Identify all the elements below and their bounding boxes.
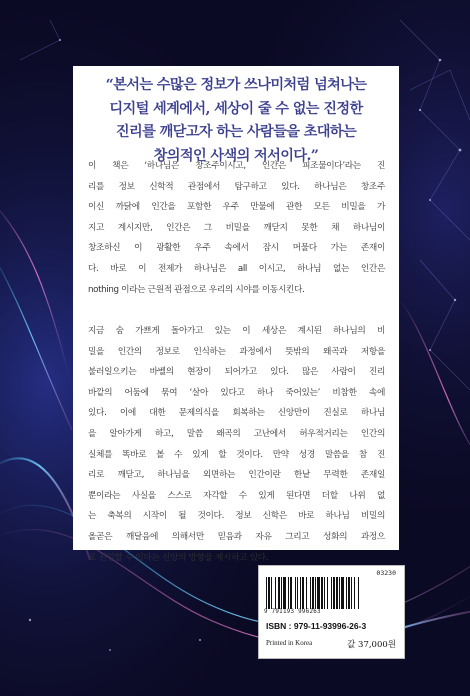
barcode-bar (324, 577, 325, 609)
barcode-bar (275, 577, 276, 609)
printed-in: Printed in Korea (266, 639, 313, 647)
barcode-bar (348, 577, 350, 609)
barcode-bar (278, 577, 280, 609)
barcode-bar (331, 577, 332, 609)
barcode-bar (297, 577, 298, 609)
barcode-bar (358, 577, 359, 609)
paragraph-line: 지고 계시지만, 인간은 그 비밀을 깨닫지 못한 채 하나님이 (88, 222, 385, 233)
barcode-bar (283, 577, 286, 609)
paragraph-line: 바깥의 어둠에 묶여 ‘살아 있다고 하나 죽어있는’ 비참한 속에 (88, 387, 385, 398)
barcode-bar (333, 577, 335, 609)
barcode-bar (290, 577, 292, 609)
paragraph-line: 는 축복의 시작이 될 것이다. 정보 신학은 바로 하나님 비밀의 (88, 511, 385, 522)
paragraph-line: 리를 정보 신학적 관점에서 탐구하고 있다. 하나님은 창조주 (88, 181, 385, 192)
paragraph-line: 로 진입할 수 있다는 신앙의 방향을 제시하고 있다. (88, 552, 269, 563)
barcode-bar (281, 577, 282, 609)
paragraph-line: 다. 바로 이 전제가 하나님은 all 이시고, 하나님 없는 인간은 (88, 263, 385, 274)
barcode-bar (354, 577, 355, 609)
barcode-bar (266, 577, 267, 609)
barcode-bar (306, 577, 307, 609)
barcode-bar (336, 577, 338, 609)
pull-quote-line: 디지털 세계에서, 세상이 줄 수 없는 진정한 (109, 100, 363, 117)
paragraph-line: 불러일으키는 바벨의 현장이 되어가고 있다. 많은 사람이 진리 (88, 367, 385, 378)
barcode-bar (300, 577, 301, 609)
barcode-bar (321, 577, 323, 609)
barcode-bar (312, 577, 314, 609)
paragraph-line: nothing 이라는 근원적 관점으로 우리의 시야를 이동시킨다. (88, 284, 305, 295)
paragraph-line: 창조하신 이 광활한 우주 속에서 잠시 머물다 가는 존재이 (88, 243, 385, 254)
paragraph-line: 올곧은 깨달음에 의해서만 믿음과 자유 그리고 성화의 과정으 (88, 531, 385, 542)
barcode-bar (288, 577, 289, 609)
barcode-bar (295, 577, 296, 609)
barcode-bar (346, 577, 347, 609)
paragraph-line: 뿐이라는 사실을 스스로 자각할 수 있게 된다면 더할 나위 없 (88, 490, 385, 501)
paragraph-line: 실체를 똑바로 볼 수 있게 할 것이다. 만약 성경 말씀을 참 진 (88, 449, 385, 460)
paragraph-line: 이신 까닭에 인간을 포함한 우주 만물에 관한 모든 비밀을 가 (88, 202, 385, 213)
paragraph-line: 있다. 이에 대한 문제의식을 회복하는 신앙만이 진실로 하나님 (88, 408, 385, 419)
main-paragraph (88, 321, 385, 568)
barcode-bars (266, 577, 398, 609)
barcode-bar (271, 577, 272, 609)
barcode-bar (310, 577, 311, 609)
barcode-digits: 9 791193 996263 (264, 609, 321, 615)
pull-quote-line: 진리를 깨닫고자 하는 사람들을 초대하는 (115, 124, 357, 140)
barcode-bar (351, 577, 352, 609)
paragraph-line: 을 알아가게 하고, 말씀 왜곡의 고난에서 허우적거리는 인간의 (88, 428, 385, 439)
barcode-bar (302, 577, 304, 609)
price-label: 값 37,000원 (347, 640, 396, 650)
paragraph-line: 지금 숨 가쁘게 돌아가고 있는 이 세상은 계시된 하나님의 비 (88, 326, 385, 336)
pull-quote (86, 74, 386, 168)
barcode-bar (268, 577, 270, 609)
isbn-number: ISBN : 979-11-93996-26-3 (266, 621, 367, 631)
paragraph-line: 리로 깨닫고, 하나님을 외면하는 인간이란 한낱 무력한 존재일 (88, 470, 385, 481)
paragraph-line: 밀을 인간의 정보로 인식하는 과정에서 뜻밖의 왜곡과 저항을 (88, 346, 385, 357)
barcode-addon: 03230 (376, 569, 396, 577)
pull-quote-line: 창의적인 사색의 저서이다.” (153, 147, 319, 164)
paragraph-line: 이 책은 ‘하나님은 창조주이시고, 인간은 피조물이다’라는 진 (88, 161, 385, 171)
barcode-bar (339, 577, 340, 609)
barcode-block (258, 565, 405, 659)
barcode-bar (315, 577, 316, 609)
pull-quote-line: “본서는 수많은 정보가 쓰나미처럼 넘쳐나는 (105, 77, 367, 93)
barcode-bar (317, 577, 320, 609)
intro-paragraph (88, 156, 385, 300)
barcode-bar (341, 577, 344, 609)
barcode-bar (327, 577, 328, 609)
